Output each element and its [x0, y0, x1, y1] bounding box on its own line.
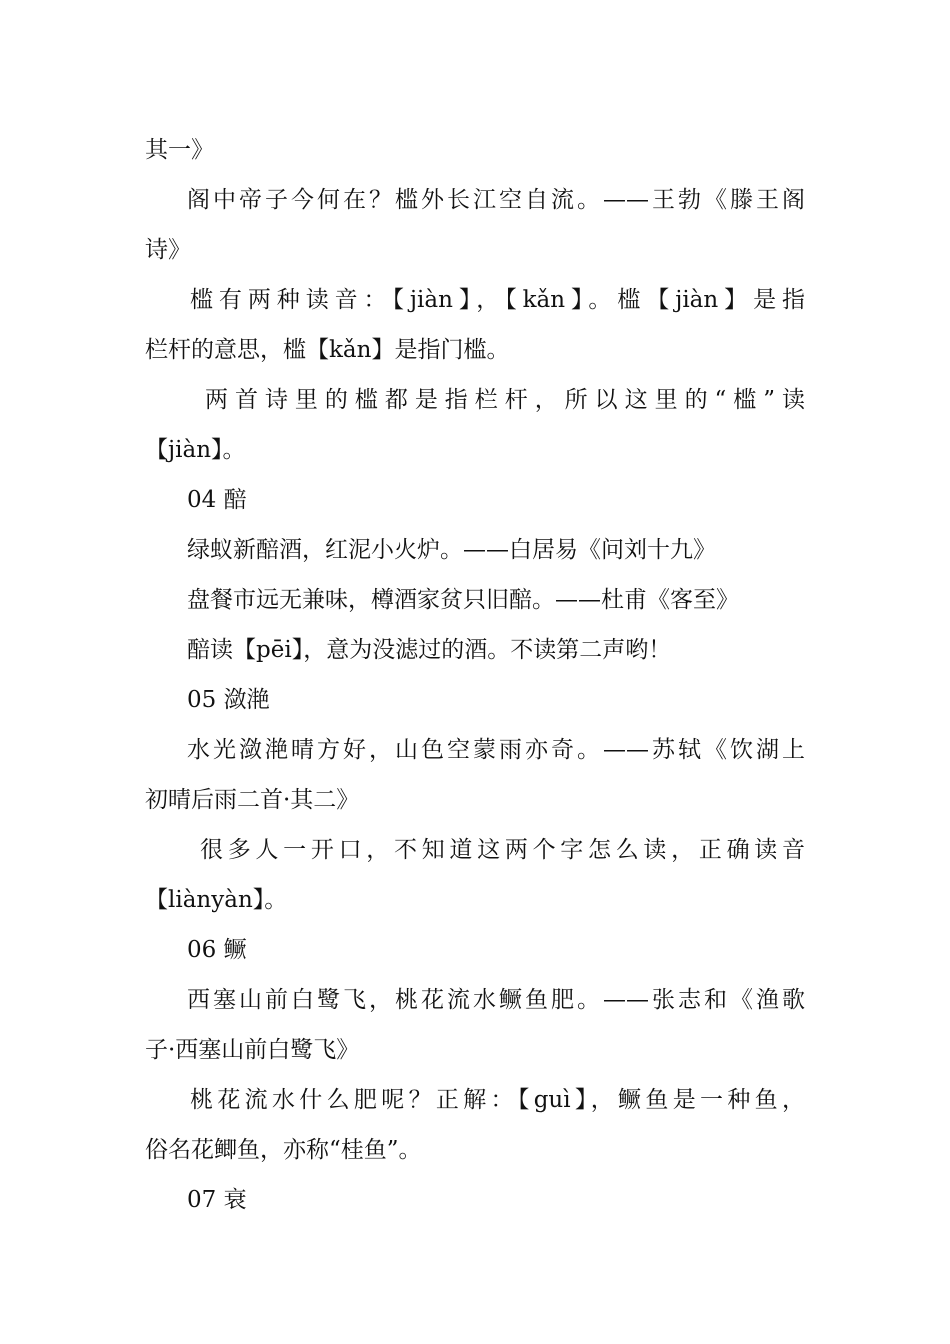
text-line: 两首诗里的槛都是指栏杆，所以这里的“槛”读 [205, 387, 805, 413]
text-line: 【jiàn】。 [145, 437, 246, 463]
text-line: 醅读【pēi】，意为没滤过的酒。不读第二声哟！ [187, 637, 672, 663]
text-line: 初晴后雨二首·其二》 [145, 787, 360, 813]
text-line: 其一》 [145, 137, 214, 163]
text-line: 诗》 [145, 237, 191, 263]
text-line: 绿蚁新醅酒，红泥小火炉。——白居易《问刘十九》 [187, 537, 716, 563]
text-line: 子·西塞山前白鹭飞》 [145, 1037, 360, 1063]
text-line: 俗名花鲫鱼，亦称“桂鱼”。 [145, 1137, 422, 1163]
text-line: 【liànyàn】。 [145, 887, 288, 913]
section-heading: 06 鳜 [187, 937, 247, 963]
text-line: 桃花流水什么肥呢？正解：【guì】，鳜鱼是一种鱼， [190, 1087, 805, 1113]
text-line: 西塞山前白鹭飞，桃花流水鳜鱼肥。——张志和《渔歌 [187, 987, 805, 1013]
text-line: 栏杆的意思，槛【kǎn】是指门槛。 [145, 337, 510, 363]
section-heading: 05 潋滟 [187, 687, 270, 713]
text-line: 盘餐市远无兼味，樽酒家贫只旧醅。——杜甫《客至》 [187, 587, 739, 613]
text-line: 很多人一开口，不知道这两个字怎么读，正确读音 [200, 837, 805, 863]
text-line: 槛有两种读音：【jiàn】，【kǎn】。槛【jiàn】是指 [190, 287, 805, 313]
text-line: 水光潋滟晴方好，山色空蒙雨亦奇。——苏轼《饮湖上 [187, 737, 805, 763]
section-heading: 07 衰 [187, 1187, 247, 1213]
text-line: 阁中帝子今何在？槛外长江空自流。——王勃《滕王阁 [187, 187, 805, 213]
section-heading: 04 醅 [187, 487, 247, 513]
